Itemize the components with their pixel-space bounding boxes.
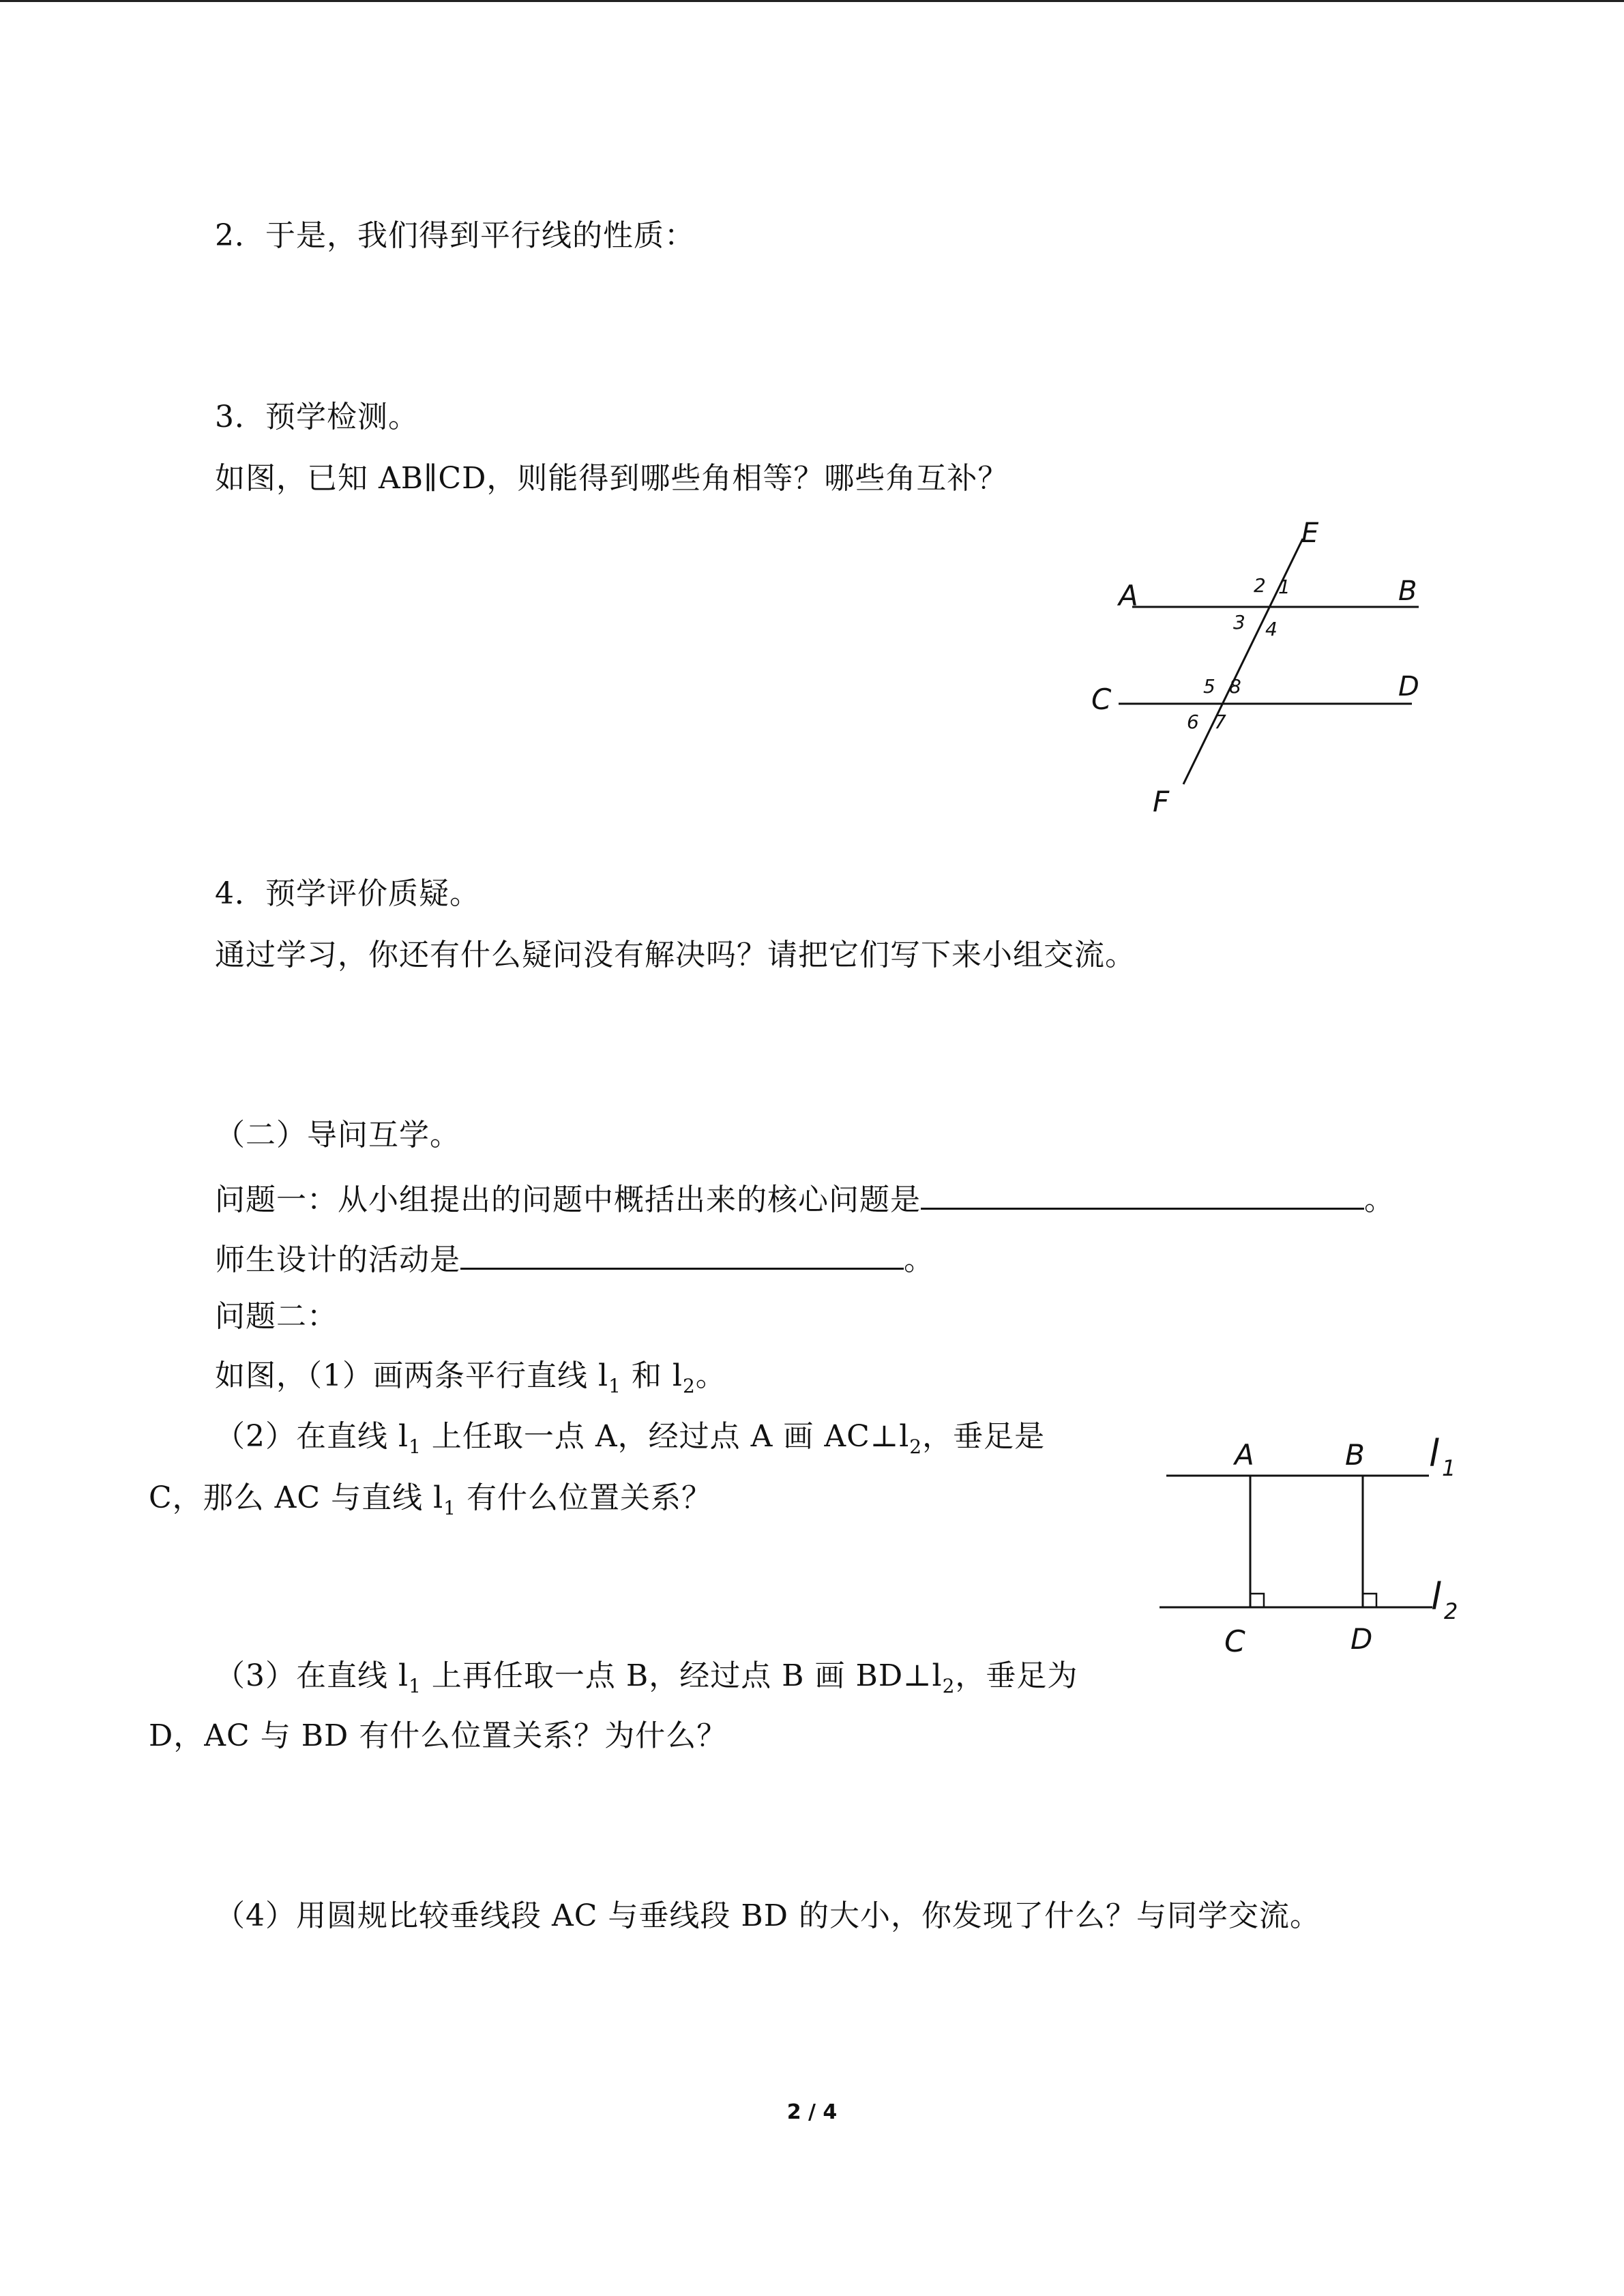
question-2-step-2: （2）在直线 $l_1$ 上任取一点 A，经过点 A 画 $AC\perp l_2$，垂足是	[215, 1419, 1046, 1458]
question-2-step-3: （3）在直线 $l_1$ 上再任取一点 B，经过点 B 画 $BD\perp l_2$，垂足为	[215, 1658, 1078, 1697]
label-b: B	[1398, 576, 1417, 607]
answer-blank-activity[interactable]	[460, 1238, 904, 1270]
question-2-title: 问题二：	[215, 1299, 338, 1334]
question-2-step-4: （4）用圆规比较垂线段 AC 与垂线段 BD 的大小，你发现了什么？与同学交流。	[215, 1898, 1320, 1933]
label-d: D	[1350, 1622, 1373, 1656]
label-l1: l $_1$	[1429, 1432, 1456, 1481]
question-2-step-2-cont: C，那么 AC 与直线 $l_1$ 有什么位置关系？	[149, 1480, 712, 1519]
label-a: A	[1119, 579, 1138, 612]
part-2-title: （二）导问互学。	[215, 1118, 460, 1152]
figure-parallel-lines-transversal	[1078, 511, 1487, 839]
item-3-title: 3．预学检测。	[215, 400, 419, 434]
item-3-text: 如图，已知 AB∥CD，则能得到哪些角相等？哪些角互补？	[215, 461, 1009, 496]
label-f: F	[1153, 785, 1170, 818]
angle-1: 1	[1278, 576, 1290, 598]
question-1: 问题一：从小组提出的问题中概括出来的核心问题是 。	[215, 1178, 1395, 1219]
angle-6: 6	[1187, 711, 1199, 733]
label-c: C	[1224, 1624, 1245, 1659]
angle-5: 5	[1203, 675, 1215, 698]
right-angle-c	[1250, 1594, 1264, 1607]
label-l2: l $_2$	[1431, 1575, 1458, 1624]
answer-blank-core-question[interactable]	[921, 1178, 1364, 1210]
label-d: D	[1398, 671, 1419, 702]
angle-8: 8	[1229, 675, 1241, 698]
angle-7: 7	[1214, 711, 1226, 733]
angle-2: 2	[1254, 574, 1266, 597]
label-e: E	[1301, 518, 1319, 549]
label-a: A	[1235, 1438, 1254, 1472]
angle-4: 4	[1265, 618, 1278, 640]
item-4-text: 通过学习，你还有什么疑问没有解决吗？请把它们写下来小组交流。	[215, 938, 1136, 972]
question-2-step-1: 如图，（1）画两条平行直线 $l_1$ 和 $l_2$。	[215, 1358, 726, 1397]
figure-perpendicular-segments	[1146, 1405, 1487, 1678]
question-1-activity: 师生设计的活动是 。	[215, 1238, 934, 1279]
angle-3: 3	[1233, 611, 1245, 633]
label-b: B	[1345, 1438, 1365, 1472]
item-4-title: 4．预学评价质疑。	[215, 876, 480, 911]
right-angle-d	[1363, 1594, 1376, 1607]
label-c: C	[1091, 683, 1112, 716]
top-border	[0, 0, 1624, 2]
question-2-step-3-cont: D，AC 与 BD 有什么位置关系？为什么？	[149, 1718, 728, 1753]
item-2: 2．于是，我们得到平行线的性质：	[215, 218, 695, 253]
page-number: 2 / 4	[786, 2100, 838, 2124]
